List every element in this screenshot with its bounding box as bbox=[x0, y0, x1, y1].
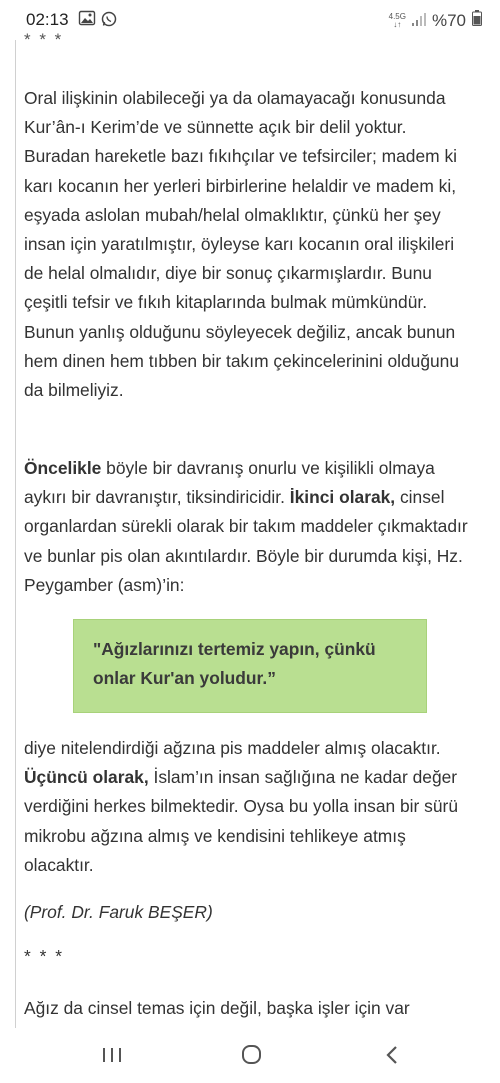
paragraph-ucuncu bbox=[24, 734, 476, 880]
home-button[interactable] bbox=[231, 1041, 271, 1069]
paragraph-oral-iliski: Oral ilişkinin olabileceği ya da olamayacağı konusunda Kur’ân-ı Kerim’de ve sünnette açık bir delil yoktur. Buradan hareketle bazı fıkıhçılar ve tefsirciler; madem ki karı kocanın her yerleri birbirlerine helaldir ve madem ki, eşyada aslolan mubah/helal olmaklıktır, çünkü her şey insan için yaratılmıştır, öyleyse karı kocanın oral ilişkileri de helal olmalıdır, diye bir sonuç çıkarmışlardır. Bunu çeşitli tefsir ve fıkıh kitaplarında bulmak mümkündür. Bunun yanlış olduğunu söyleyecek değiliz, ancak bunun hem dinen hem tıbben bir takım çekincelerinini olduğunu da bilmeliyiz. bbox=[24, 88, 460, 401]
p3-text2: İslam’ın insan sağlığına ne kadar değer verdiğini herkes bilmektedir. Oysa bu yolla insan bir sürü mikrobu ağzına almış ve kendisini tehlikeye atmış olacaktır. bbox=[24, 767, 459, 875]
paragraph-oncelikle bbox=[24, 454, 476, 600]
bold-ucuncu: Üçüncü olarak, bbox=[24, 767, 149, 788]
p3-text1: diye nitelendirdiği ağzına pis maddeler almış olacaktır. bbox=[24, 738, 441, 758]
p2-text2: cinsel organlardan sürekli olarak bir takım maddeler çıkmaktadır ve bunlar pis olan akıntılardır. Böyle bir durumda kişi, Hz. Peygamber (asm)’in: bbox=[24, 487, 468, 595]
author-signature: (Prof. Dr. Faruk BEŞER) bbox=[24, 902, 213, 922]
scroll-indicator bbox=[15, 40, 16, 1028]
bold-ikinci: İkinci olarak, bbox=[289, 487, 396, 508]
back-button[interactable] bbox=[372, 1041, 412, 1069]
recent-apps-button[interactable] bbox=[92, 1041, 132, 1069]
battery-icon bbox=[472, 10, 482, 31]
status-bar bbox=[0, 0, 500, 40]
status-right bbox=[389, 10, 482, 31]
navigation-bar bbox=[0, 1028, 500, 1083]
gallery-notification-icon bbox=[79, 11, 95, 30]
hadith-quote-box bbox=[73, 619, 427, 713]
bold-oncelikle: Öncelikle bbox=[24, 458, 102, 478]
signal-icon bbox=[412, 11, 426, 31]
article-content[interactable] bbox=[0, 30, 500, 1028]
section-separator: * * * bbox=[24, 946, 64, 966]
top-separator: * * * bbox=[24, 30, 64, 49]
network-type: 4.5G bbox=[388, 11, 406, 21]
network-indicator bbox=[389, 13, 406, 29]
p2-text1: böyle bir davranış onurlu ve kişilikli olmaya aykırı bir davranıştır, tiksindiricidir. bbox=[24, 458, 435, 508]
paragraph-agiz: Ağız da cinsel temas için değil, başka işler için var bbox=[24, 998, 410, 1018]
hadith-quote-text: "Ağızlarınızı tertemiz yapın, çünkü onlar Kur'an yoludur.” bbox=[93, 639, 376, 688]
battery-percent: %70 bbox=[431, 10, 466, 30]
network-arrows: ↓↑ bbox=[393, 19, 402, 29]
whatsapp-notification-icon bbox=[101, 11, 117, 32]
status-time: 02:13 bbox=[26, 10, 69, 29]
